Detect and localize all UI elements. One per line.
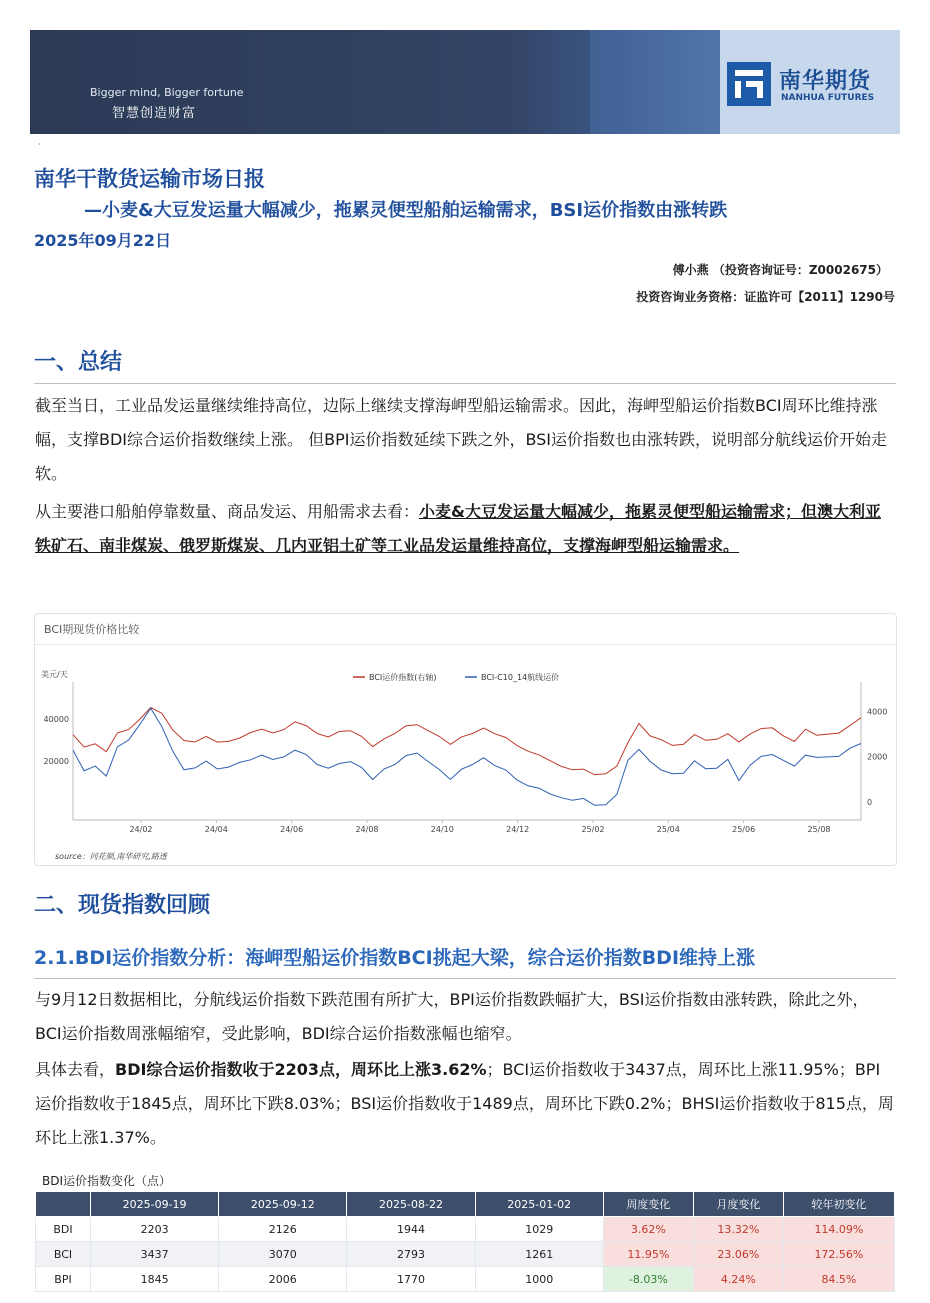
- table-header-cell: 2025-09-19: [91, 1192, 219, 1217]
- analysis-paragraph: 与9月12日数据相比，分航线运价指数下跌范围有所扩大，BPI运价指数跌幅扩大，BSI运价指数由涨转跌，除此之外，BCI运价指数周涨幅缩窄，受此影响，BDI综合运价指数涨幅也缩窄。: [35, 990, 869, 1043]
- table-header-cell: 月度变化: [693, 1192, 783, 1217]
- logo-text-en: NANHUA FUTURES: [781, 93, 875, 103]
- nanhua-logo-icon: [727, 62, 771, 106]
- x-tick-label: 24/04: [204, 825, 228, 834]
- section-heading-spot: 二、现货指数回顾: [34, 893, 211, 918]
- change-cell: 23.06%: [693, 1242, 783, 1267]
- x-tick-label: 25/08: [807, 825, 831, 834]
- change-cell: 114.09%: [783, 1217, 894, 1242]
- license-line: 投资咨询业务资格：证监许可【2011】1290号: [636, 290, 895, 304]
- y-tick-label: 0: [867, 797, 873, 807]
- slogan-en: Bigger mind, Bigger fortune: [90, 86, 244, 99]
- table-cell: 1000: [475, 1267, 603, 1292]
- chart-axes: [44, 682, 888, 834]
- table-cell: 3437: [91, 1242, 219, 1267]
- table-cell: BDI: [36, 1217, 91, 1242]
- table-header-cell: 2025-01-02: [475, 1192, 603, 1217]
- table-row: [36, 1242, 895, 1267]
- change-cell: -8.03%: [603, 1267, 693, 1292]
- report-title: 南华干散货运输市场日报: [34, 167, 265, 191]
- table-cell: 1845: [91, 1267, 219, 1292]
- nanhua-logo: [727, 60, 893, 110]
- x-tick-label: 25/02: [581, 825, 605, 834]
- y-axis-label: 美元/天: [41, 670, 68, 679]
- x-tick-label: 25/06: [732, 825, 756, 834]
- change-cell: 13.32%: [693, 1217, 783, 1242]
- table-cell: 1944: [347, 1217, 475, 1242]
- table-body: [36, 1217, 895, 1292]
- summary-paragraph-2: [35, 495, 895, 563]
- x-tick-label: 24/08: [355, 825, 379, 834]
- report-date: 2025年09月22日: [34, 231, 172, 250]
- chart-legend: [353, 672, 559, 682]
- key-finding: 小麦&大豆发运量大幅减少，拖累灵便型船运输需求；但澳大利亚铁矿石、南非煤炭、俄罗斯煤炭、几内亚铝土矿等工业品发运量维持高位，支撑海岬型船运输需求。: [35, 502, 881, 555]
- table-header-cell: 2025-08-22: [347, 1192, 475, 1217]
- summary-paragraph: 截至当日，工业品发运量继续维持高位，边际上继续支撑海岬型船运输需求。因此，海岬型船运价指数BCI周环比维持涨幅，支撑BDI综合运价指数继续上涨。 但BPI运价指数延续下跌之外，BSI运价指数也由涨转跌，说明部分航线运价开始走软。: [35, 396, 888, 483]
- table-header-cell: 周度变化: [603, 1192, 693, 1217]
- bdi-highlight: BDI综合运价指数收于2203点，周环比上涨3.62%: [115, 1060, 487, 1079]
- table-cell: 1029: [475, 1217, 603, 1242]
- bci-chart-card: [34, 613, 897, 866]
- report-subtitle: —小麦&大豆发运量大幅减少，拖累灵便型船舶运输需求，BSI运价指数由涨转跌: [84, 200, 728, 221]
- author-line: 傅小燕 （投资咨询证号：Z0002675）: [672, 263, 888, 277]
- chart-source: source：同花顺,南华研究,路透: [55, 852, 167, 861]
- table-cell: 2006: [219, 1267, 347, 1292]
- x-tick-label: 24/10: [430, 825, 454, 834]
- change-cell: 11.95%: [603, 1242, 693, 1267]
- table-cell: 1770: [347, 1267, 475, 1292]
- paragraph-rest: ；BCI运价指数收于3437点，周环比上涨11.95%；BPI运价指数收于1845点，周环比下跌8.03%；BSI运价指数收于1489点，周环比下跌0.2%；BHSI运价指数收于815点，周环比上涨1.37%。: [35, 1060, 894, 1147]
- table-row: [36, 1267, 895, 1292]
- table-cell: 2793: [347, 1242, 475, 1267]
- y-tick-label: 20000: [43, 757, 69, 767]
- table-header-cell: 2025-09-12: [219, 1192, 347, 1217]
- divider: [34, 383, 896, 384]
- table-header-row: [36, 1192, 895, 1217]
- table-title: BDI运价指数变化（点）: [42, 1174, 172, 1188]
- table-cell: BPI: [36, 1267, 91, 1292]
- x-tick-label: 25/04: [656, 825, 680, 834]
- bci-line-chart: [35, 614, 896, 865]
- bdi-change-table: [35, 1191, 895, 1292]
- table-cell: 2126: [219, 1217, 347, 1242]
- paragraph-lead: 从主要港口船舶停靠数量、商品发运、用船需求去看：: [35, 502, 420, 521]
- y-tick-label: 4000: [867, 707, 888, 717]
- chart-title: BCI期现货价格比较: [44, 623, 140, 636]
- divider: [34, 978, 896, 979]
- table-cell: 1261: [475, 1242, 603, 1267]
- analysis-paragraph-2: [35, 1053, 895, 1155]
- table-header-cell: 较年初变化: [783, 1192, 894, 1217]
- legend-label: BCI运价指数(右轴): [369, 673, 437, 682]
- series-line-bci-index: [73, 708, 861, 775]
- subsection-heading: 2.1.BDI运价指数分析：海岬型船运价指数BCI挑起大梁，综合运价指数BDI维持上涨: [34, 947, 756, 969]
- table-cell: 3070: [219, 1242, 347, 1267]
- x-tick-label: 24/06: [280, 825, 304, 834]
- x-tick-label: 24/12: [506, 825, 530, 834]
- stray-mark: ·: [38, 140, 41, 149]
- table-row: [36, 1217, 895, 1242]
- chart-series: [73, 708, 861, 806]
- header-banner: [30, 30, 900, 134]
- table-cell: BCI: [36, 1242, 91, 1267]
- x-tick-label: 24/02: [129, 825, 153, 834]
- banner-stripe: [590, 30, 720, 134]
- slogan-cn: 智慧创造财富: [112, 106, 197, 121]
- y-tick-label: 2000: [867, 752, 888, 762]
- y-tick-label: 40000: [43, 715, 69, 725]
- legend-label: BCI-C10_14航线运价: [481, 673, 560, 682]
- change-cell: 3.62%: [603, 1217, 693, 1242]
- section-heading-summary: 一、总结: [34, 350, 123, 375]
- change-cell: 84.5%: [783, 1267, 894, 1292]
- paragraph-lead: 具体去看，: [35, 1060, 116, 1079]
- table-header-cell: [36, 1192, 91, 1217]
- table-cell: 2203: [91, 1217, 219, 1242]
- change-cell: 172.56%: [783, 1242, 894, 1267]
- series-line-bci-c10-14: [73, 708, 861, 805]
- logo-text: 南华期货: [779, 69, 872, 94]
- change-cell: 4.24%: [693, 1267, 783, 1292]
